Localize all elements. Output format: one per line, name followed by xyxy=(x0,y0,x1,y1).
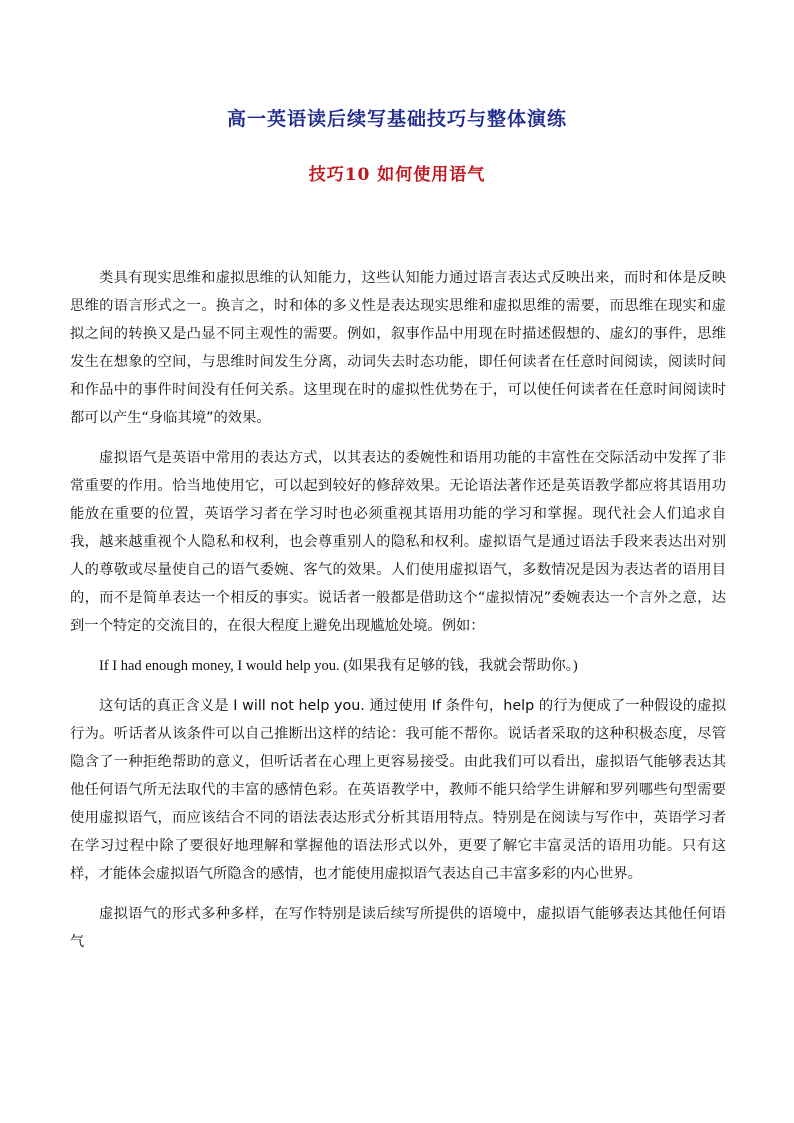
paragraph: 虚拟语气的形式多种多样，在写作特别是读后续写所提供的语境中，虚拟语气能够表达其他任何语气 xyxy=(70,906,726,950)
document-subtitle: 技巧10 如何使用语气 xyxy=(308,165,486,185)
paragraph: 这句话的真正含义是 I will not help you. 通过使用 If 条件句，help 的行为便成了一种假设的虚拟行为。听话者从该条件可以自己推断出这样的结论：我可能不帮你。说话者采取的这种积极态度，尽管隐含了一种拒绝帮助的意义，但听话者在心理上更容易接受。由此我们可以看出，虚拟语气能够表达其他任何语气所无法取代的丰富的感情色彩。在英语教学中，教师不能只给学生讲解和罗列哪些句型需要使用虚拟语气，而应该结合不同的语法表达形式分析其语用特点。特别是在阅读与写作中，英语学习者在学习过程中除了要很好地理解和掌握他的语法形式以外，更要了解它丰富灵活的语用功能。只有这样，才能体会虚拟语气所隐含的感情，也才能使用虚拟语气表达自己丰富多彩的内心世界。 xyxy=(70,698,726,882)
paragraph: 类具有现实思维和虚拟思维的认知能力，这些认知能力通过语言表达式反映出来，而时和体是反映思维的语言形式之一。换言之，时和体的多义性是表达现实思维和虚拟思维的需要，而思维在现实和虚拟之间的转换又是凸显不同主观性的需要。例如，叙事作品中用现在时描述假想的、虚幻的事件，思维发生在想象的空间，与思维时间发生分离，动词失去时态功能，即任何读者在任意时间阅读，阅读时间和作品中的事件时间没有任何关系。这里现在时的虚拟性优势在于，可以使任何读者在任意时间阅读时都可以产生“身临其境”的效果。 xyxy=(70,270,726,426)
paragraph: 虚拟语气是英语中常用的表达方式，以其表达的委婉性和语用功能的丰富性在交际活动中发挥了非常重要的作用。恰当地使用它，可以起到较好的修辞效果。无论语法著作还是英语教学都应将其语用功能放在重要的位置，英语学习者在学习时也必须重视其语用功能的学习和掌握。现代社会人们追求自我，越来越重视个人隐私和权利，也会尊重别人的隐私和权利。虚拟语气是通过语法手段来表达出对别人的尊敬或尽量使自己的语气委婉、客气的效果。人们使用虚拟语气，多数情况是因为表达者的语用目的，而不是简单表达一个相反的事实。说话者一般都是借助这个“虚拟情况”委婉表达一个言外之意，达到一个特定的交流目的，在很大程度上避免出现尴尬处境。例如： xyxy=(70,450,726,634)
document-title: 高一英语读后续写基础技巧与整体演练 xyxy=(226,108,567,130)
document-body xyxy=(70,264,726,968)
example-sentence: If I had enough money, I would help you. (如果我有足够的钱，我就会帮助你。) xyxy=(99,658,578,674)
